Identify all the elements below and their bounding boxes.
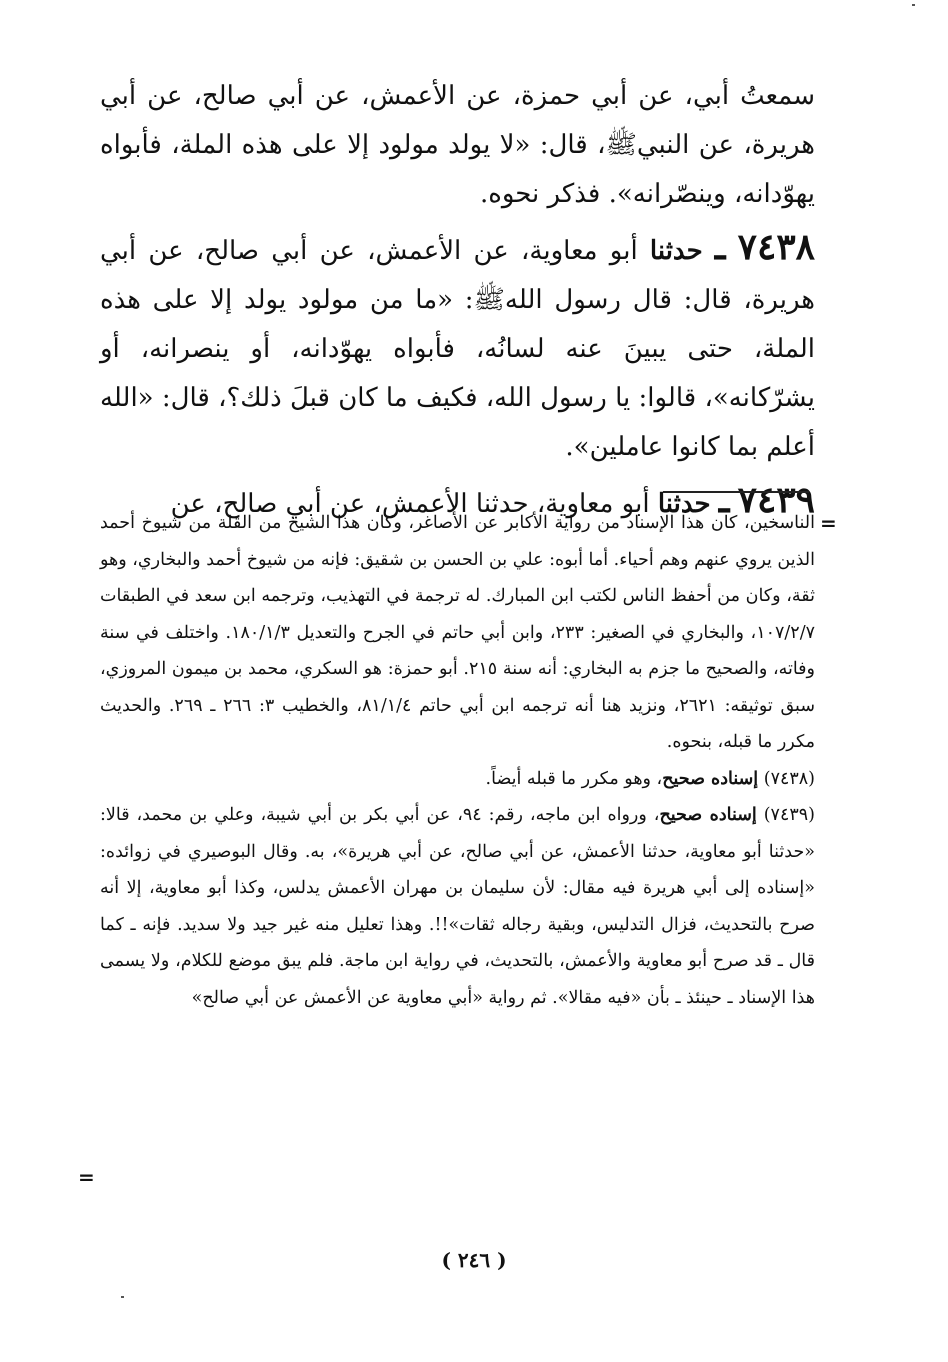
main-text xyxy=(100,72,815,529)
hadith-dash: ـ xyxy=(714,226,726,268)
footnote-label: إسناده صحيح xyxy=(659,805,757,825)
footnote-ref: (٧٤٣٨) xyxy=(763,768,815,789)
hadith-lead-word: حدثنا xyxy=(657,489,711,519)
footnote-text: ، وهو مكرر ما قبله أيضاً. xyxy=(485,768,663,789)
scan-speck xyxy=(912,4,915,6)
footnote-label: إسناده صحيح xyxy=(662,768,759,789)
hadith-dash: ـ xyxy=(718,479,730,521)
hadith-7438 xyxy=(100,223,815,472)
hadith-number: ٧٤٣٨ xyxy=(737,226,816,268)
footnote-7438 xyxy=(100,761,815,798)
footnote-ref: (٧٤٣٩) xyxy=(763,805,815,825)
footnote-continuation: الناسخين، كان هذا الإسناد من رواية الأكابر عن الأصاغر، وكان هذا الشيخ من القلة من شيوخ أحمد الذين يروي عنهم وهم أحياء. أما أبوه: علي بن الحسن بن شقيق: فإنه من شيوخ أحمد والبخاري، وهو ثقة، وكان من أحفظ الناس لكتب ابن المبارك. له ترجمة في التهذيب، وترجمه ابن سعد في الطبقات ١٠٧/٢/٧، والبخاري في الصغير: ٢٣٣، وابن أبي حاتم في الجرح والتعديل ١٨٠/١/٣. واختلف في سنة وفاته، والصحيح ما جزم به البخاري: أنه سنة ٢١٥. أبو حمزة: هو السكري، محمد بن ميمون المروزي، سبق توثيقه: ٢٦٢١، ونزيد هنا أنه ترجمه ابن أبي حاتم ٨١/١/٤، والخطيب ٣: ٢٦٦ ـ ٢٦٩. والحديث مكرر ما قبله، بنحوه. xyxy=(100,513,815,752)
footnote-text: ، ورواه ابن ماجه، رقم: ٩٤، عن أبي بكر بن أبي شيبة، وعلي بن محمد، قالا: «حدثنا أبو معاوية، حدثنا الأعمش، عن أبي صالح، عن أبي هريرة»، به. وقال البوصيري في زوائده: «إسناده إلى أبي هريرة فيه مقال: لأن سليمان بن مهران الأعمش يدلس، وكذا أبو معاوية، إلا أنه صرح بالتحديث، فزال التدليس، وبقية رجاله ثقات»!!. وهذا تعليل منه غير جيد ولا سديد. فإنه ـ كما قال ـ قد صرح أبو معاوية والأعمش، بالتحديث، في رواية ابن ماجة. فلم يبق موضع للكلام، ولا يسمى هذا الإسناد ـ حينئذ ـ بأن «فيه مقالا». ثم رواية «أبي معاوية عن الأعمش عن أبي صالح» xyxy=(100,805,815,1008)
hadith-number: ٧٤٣٩ xyxy=(737,479,815,521)
footnote-separator xyxy=(663,491,809,493)
hadith-text: أبو معاوية، عن الأعمش، عن أبي صالح، عن أبي هريرة، قال: قال رسول اللهﷺ: «ما من مولود يولد إلا على هذه الملة، حتى يبينَ عنه لسانُه، فأبواه يهوّدانه، أو ينصرانه، أو يشرّكانه»، قالوا: يا رسول الله، فكيف ما كان قبلَ ذلك؟، قال: «الله أعلم بما كانوا عاملين». xyxy=(99,236,815,462)
footnote-7439 xyxy=(100,797,815,1016)
continuation-mark-bottom: = xyxy=(78,1165,95,1189)
page-number: ( ٢٤٦ ) xyxy=(441,1248,507,1272)
scan-speck xyxy=(121,1296,124,1298)
footnotes xyxy=(100,505,815,1016)
hadith-lead-word: حدثنا xyxy=(649,236,703,266)
hadith-continuation-paragraph: سمعتُ أبي، عن أبي حمزة، عن الأعمش، عن أبي صالح، عن أبي هريرة، عن النبيﷺ، قال: «لا يولد مولود إلا على هذه الملة، فأبواه يهوّدانه، وينصّرانه». فذكر نحوه. xyxy=(100,81,815,209)
continuation-mark-top: = xyxy=(820,511,837,535)
hadith-text: أبو معاوية، حدثنا الأعمش، عن أبي صالح، عن xyxy=(170,489,650,519)
